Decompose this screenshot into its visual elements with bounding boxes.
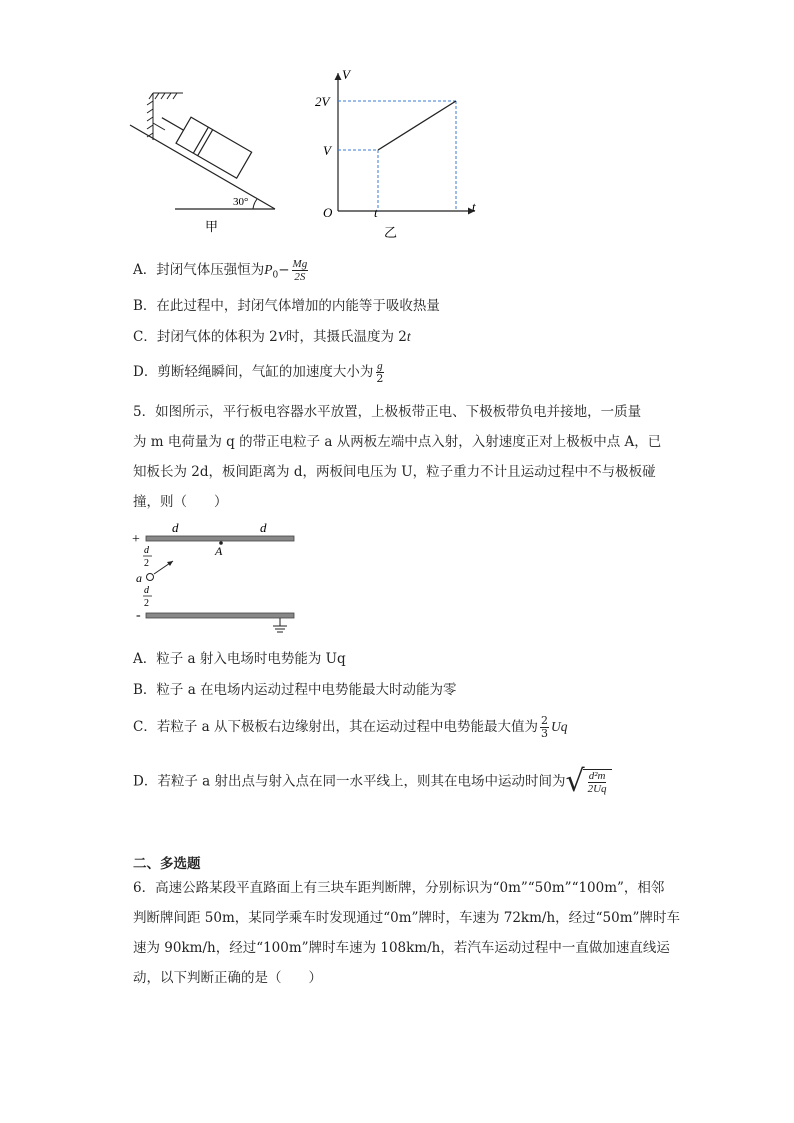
q4-option-b: B．在此过程中，封闭气体增加的内能等于吸收热量 [133,298,440,314]
tick-t: t [374,205,378,220]
q4-option-c: C．封闭气体的体积为 2V时，其摄氏温度为 2t [133,329,411,345]
q5-stem-line-2: 为 m 电荷量为 q 的带正电粒子 a 从两板左端中点入射，入射速度正对上极板中点 A，已 [133,434,662,450]
particle [147,574,154,581]
figure-yi [310,65,490,245]
q6-line-3: 速为 90km/h，经过“100m”牌时车速为 108km/h，若汽车运动过程中一直做加速直线运 [133,940,670,956]
origin-label: O [323,205,333,220]
q6-line-4: 动，以下判断正确的是（ ） [133,970,322,986]
hatch-wall [147,93,183,140]
fraction-mg-2s: $\frac{Mg}{2S}$ [292,258,308,283]
q6-line-1: 6．高速公路某段平直路面上有三块车距判断牌，分别标识为“0m”“50m”“100m”，相邻 [133,880,665,896]
half-d-bottom-den: 2 [144,598,149,609]
q6-line-2: 判断牌间距 50m，某同学乘车时发现通过“0m”牌时，车速为 72km/h，经过“50m”牌时车 [133,910,680,926]
q4-option-d: D．剪断轻绳瞬间，气缸的加速度大小为 $\frac{g}{2}$ [133,360,384,385]
sqrt-expression: √ $\frac{\text{d²m}}{2Uq}$ [565,767,611,797]
caption-jia: 甲 [205,219,219,234]
q5-stem-line-3: 知板长为 2d，板间距离为 d，两板间电压为 U，粒子重力不计且运动过程中不与极板碰 [133,464,656,480]
tick-v: V [323,143,331,158]
caption-yi: 乙 [384,225,398,240]
section-heading: 二、多选题 [133,856,201,872]
half-d-bottom-num: d [144,585,149,596]
q5-stem-line-1: 5．如图所示，平行板电容器水平放置，上极板带正电、下极板带负电并接地，一质量 [133,404,642,420]
q5-option-a: A．粒子 a 射入电场时电势能为 Uq [133,651,346,667]
q5-option-b: B．粒子 a 在电场内运动过程中电势能最大时动能为零 [133,682,457,698]
minus-sign: - [136,608,141,623]
point-a-label: A [215,544,223,558]
half-d-top-den: 2 [144,558,149,569]
fraction-2-3: $\frac{2}{3}$ [540,714,548,740]
axis-v-label: V [342,67,350,82]
plus-sign: + [132,532,140,547]
d-left-label: d [172,520,179,535]
tick-2v: 2V [315,94,330,109]
figure-jia [125,85,285,235]
angle-label: 30° [233,196,249,208]
fraction-g-2: $\frac{g}{2}$ [376,360,384,385]
graph-line [378,101,456,150]
particle-label: a [136,571,142,585]
figure-capacitor [128,518,308,643]
rope [153,123,165,130]
q5-stem-line-4: 撞，则（ ） [133,494,228,510]
upper-plate [146,536,294,541]
q4-option-a: A．封闭气体压强恒为$P_0-$ $\frac{Mg}{2S}$ [133,258,308,283]
angle-arc [253,199,257,209]
d-right-label: d [260,520,267,535]
axis-t-label: t [472,199,476,214]
half-d-top-num: d [144,545,149,556]
q5-option-c: C．若粒子 a 从下极板右边缘射出，其在运动过程中电势能最大值为 $\frac{2}{3}$ Uq [133,714,568,740]
q5-option-d: D．若粒子 a 射出点与射入点在同一水平线上，则其在电场中运动时间为 √ $\frac{\text{d²m}}{2Uq}$ [133,767,612,797]
lower-plate [146,613,294,618]
